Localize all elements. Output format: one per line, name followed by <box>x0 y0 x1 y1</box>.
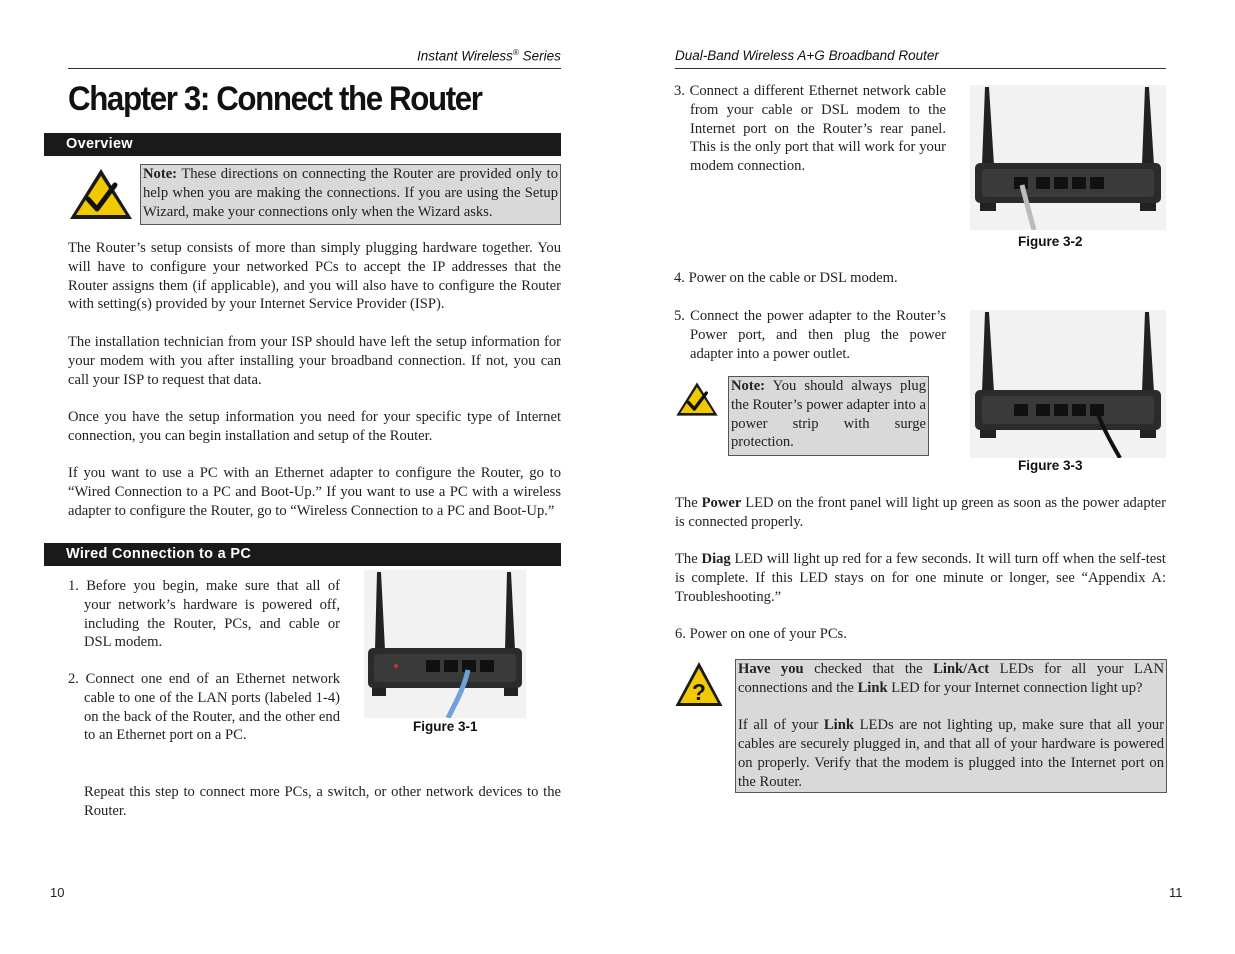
paragraph-configure: If you want to use a PC with an Ethernet adapter to configure the Router, go to “Wired Connection to a PC and Boot-Up.” If you want to use a PC with a wireless adapter to configure the Router, go to “Wireless Connection to a PC and Boot-Up.” <box>68 465 561 519</box>
note-text: You should always plug the Router’s power adapter into a power strip with surge protection. <box>731 378 926 451</box>
led-check-box <box>735 659 1167 793</box>
step-3: 3. Connect a different Ethernet network cable from your cable or DSL modem to the Internet port on the Router’s rear panel. This is the only port that will work for your modem connection. <box>674 83 946 175</box>
text-run: LED will light up red for a few seconds. It will turn off when the self-test is complete. If this LED stays on for one minute or longer, see “Appendix A: Troubleshooting.” <box>675 551 1166 605</box>
step-1: 1. Before you begin, make sure that all of your network’s hardware is powered off, including the Router, PCs, and cable or DSL modem. <box>68 578 340 651</box>
right-running-header: Dual-Band Wireless A+G Broadband Router <box>675 48 939 63</box>
text-run: LED on the front panel will light up green as soon as the power adapter is connected properly. <box>675 495 1167 530</box>
chapter-title: Chapter 3: Connect the Router <box>68 80 482 118</box>
bold-run: Power <box>701 495 742 511</box>
step-2: 2. Connect one end of an Ethernet network cable to one of the LAN ports (labeled 1-4) on the back of the Router, and the other end to an Ethernet port on a PC. <box>68 671 340 744</box>
bold-run: Diag <box>701 551 731 567</box>
paragraph-setup-info: Once you have the setup information you need for your specific type of Internet connection, you can begin installation and setup of the Router. <box>68 409 561 444</box>
question-warning-icon <box>674 660 724 708</box>
step-6: 6. Power on one of your PCs. <box>675 626 847 642</box>
figure-3-3-caption: Figure 3-3 <box>1018 458 1083 473</box>
text-run: The <box>675 495 702 511</box>
text-run: LED for your Internet connection light up? <box>887 679 1143 696</box>
series-suffix: Series <box>518 48 561 64</box>
figure-3-1-image <box>364 570 526 718</box>
text-run: LEDs are not lighting up, make sure that all your cables are securely plugged in, and that all of your hardware is powered on properly. Verify that the modem is plugged into the Internet port on the Router. <box>738 717 1165 790</box>
text-run: The <box>675 551 702 567</box>
checkmark-warning-icon <box>68 167 134 221</box>
bold-run: Link <box>823 717 854 734</box>
right-header-rule <box>675 68 1166 69</box>
figure-3-1-caption: Figure 3-1 <box>413 719 478 734</box>
figure-3-2-image <box>970 85 1166 230</box>
step-4: 4. Power on the cable or DSL modem. <box>674 270 898 286</box>
left-running-header <box>417 48 561 64</box>
series-name: Instant Wireless <box>417 48 513 64</box>
text-run: If all of your <box>738 717 824 734</box>
power-note <box>728 376 929 456</box>
paragraph-setup: The Router’s setup consists of more than simply plugging hardware together. You will have to configure your networked PCs to accept the IP addresses that the Router assigns them (if applicable), and you will also have to configure the Router with setting(s) provided by your Internet Service Provider (ISP). <box>68 240 561 313</box>
led-check-text <box>738 660 1164 698</box>
overview-note <box>140 164 561 225</box>
step-5: 5. Connect the power adapter to the Router’s Power port, and then plug the power adapter into a power outlet. <box>674 308 946 362</box>
text-run: checked that the <box>803 661 934 677</box>
link-troubleshoot-text <box>738 716 1164 791</box>
text-run: LEDs for all your LAN connections and the <box>738 661 1165 696</box>
bold-run: Link/Act <box>933 661 990 677</box>
power-led-paragraph <box>675 494 1166 532</box>
wired-connection-heading: Wired Connection to a PC <box>44 543 561 566</box>
bold-run: Have you <box>738 661 804 677</box>
checkmark-warning-icon <box>675 380 719 418</box>
registered-mark: ® <box>512 48 519 57</box>
overview-heading: Overview <box>44 133 561 156</box>
repeat-text: Repeat this step to connect more PCs, a switch, or other network devices to the Router. <box>84 784 561 819</box>
left-page-number: 10 <box>50 885 65 900</box>
paragraph-isp: The installation technician from your ISP should have left the setup information for your modem with you after installing your broadband connection. If not, you can call your ISP to request that data. <box>68 334 561 388</box>
note-label: Note: <box>143 166 178 182</box>
note-label: Note: <box>731 378 766 394</box>
left-header-rule <box>68 68 561 69</box>
figure-3-3-image <box>970 310 1166 458</box>
diag-led-paragraph <box>675 550 1166 606</box>
note-text: These directions on connecting the Router are provided only to help when you are making the connections. If you are using the Setup Wizard, make your connections only when the Wizard asks. <box>143 166 558 220</box>
right-page-number: 11 <box>1169 885 1183 900</box>
svg-text:?: ? <box>692 678 706 705</box>
bold-run: Link <box>857 679 888 696</box>
figure-3-2-caption: Figure 3-2 <box>1018 234 1083 249</box>
